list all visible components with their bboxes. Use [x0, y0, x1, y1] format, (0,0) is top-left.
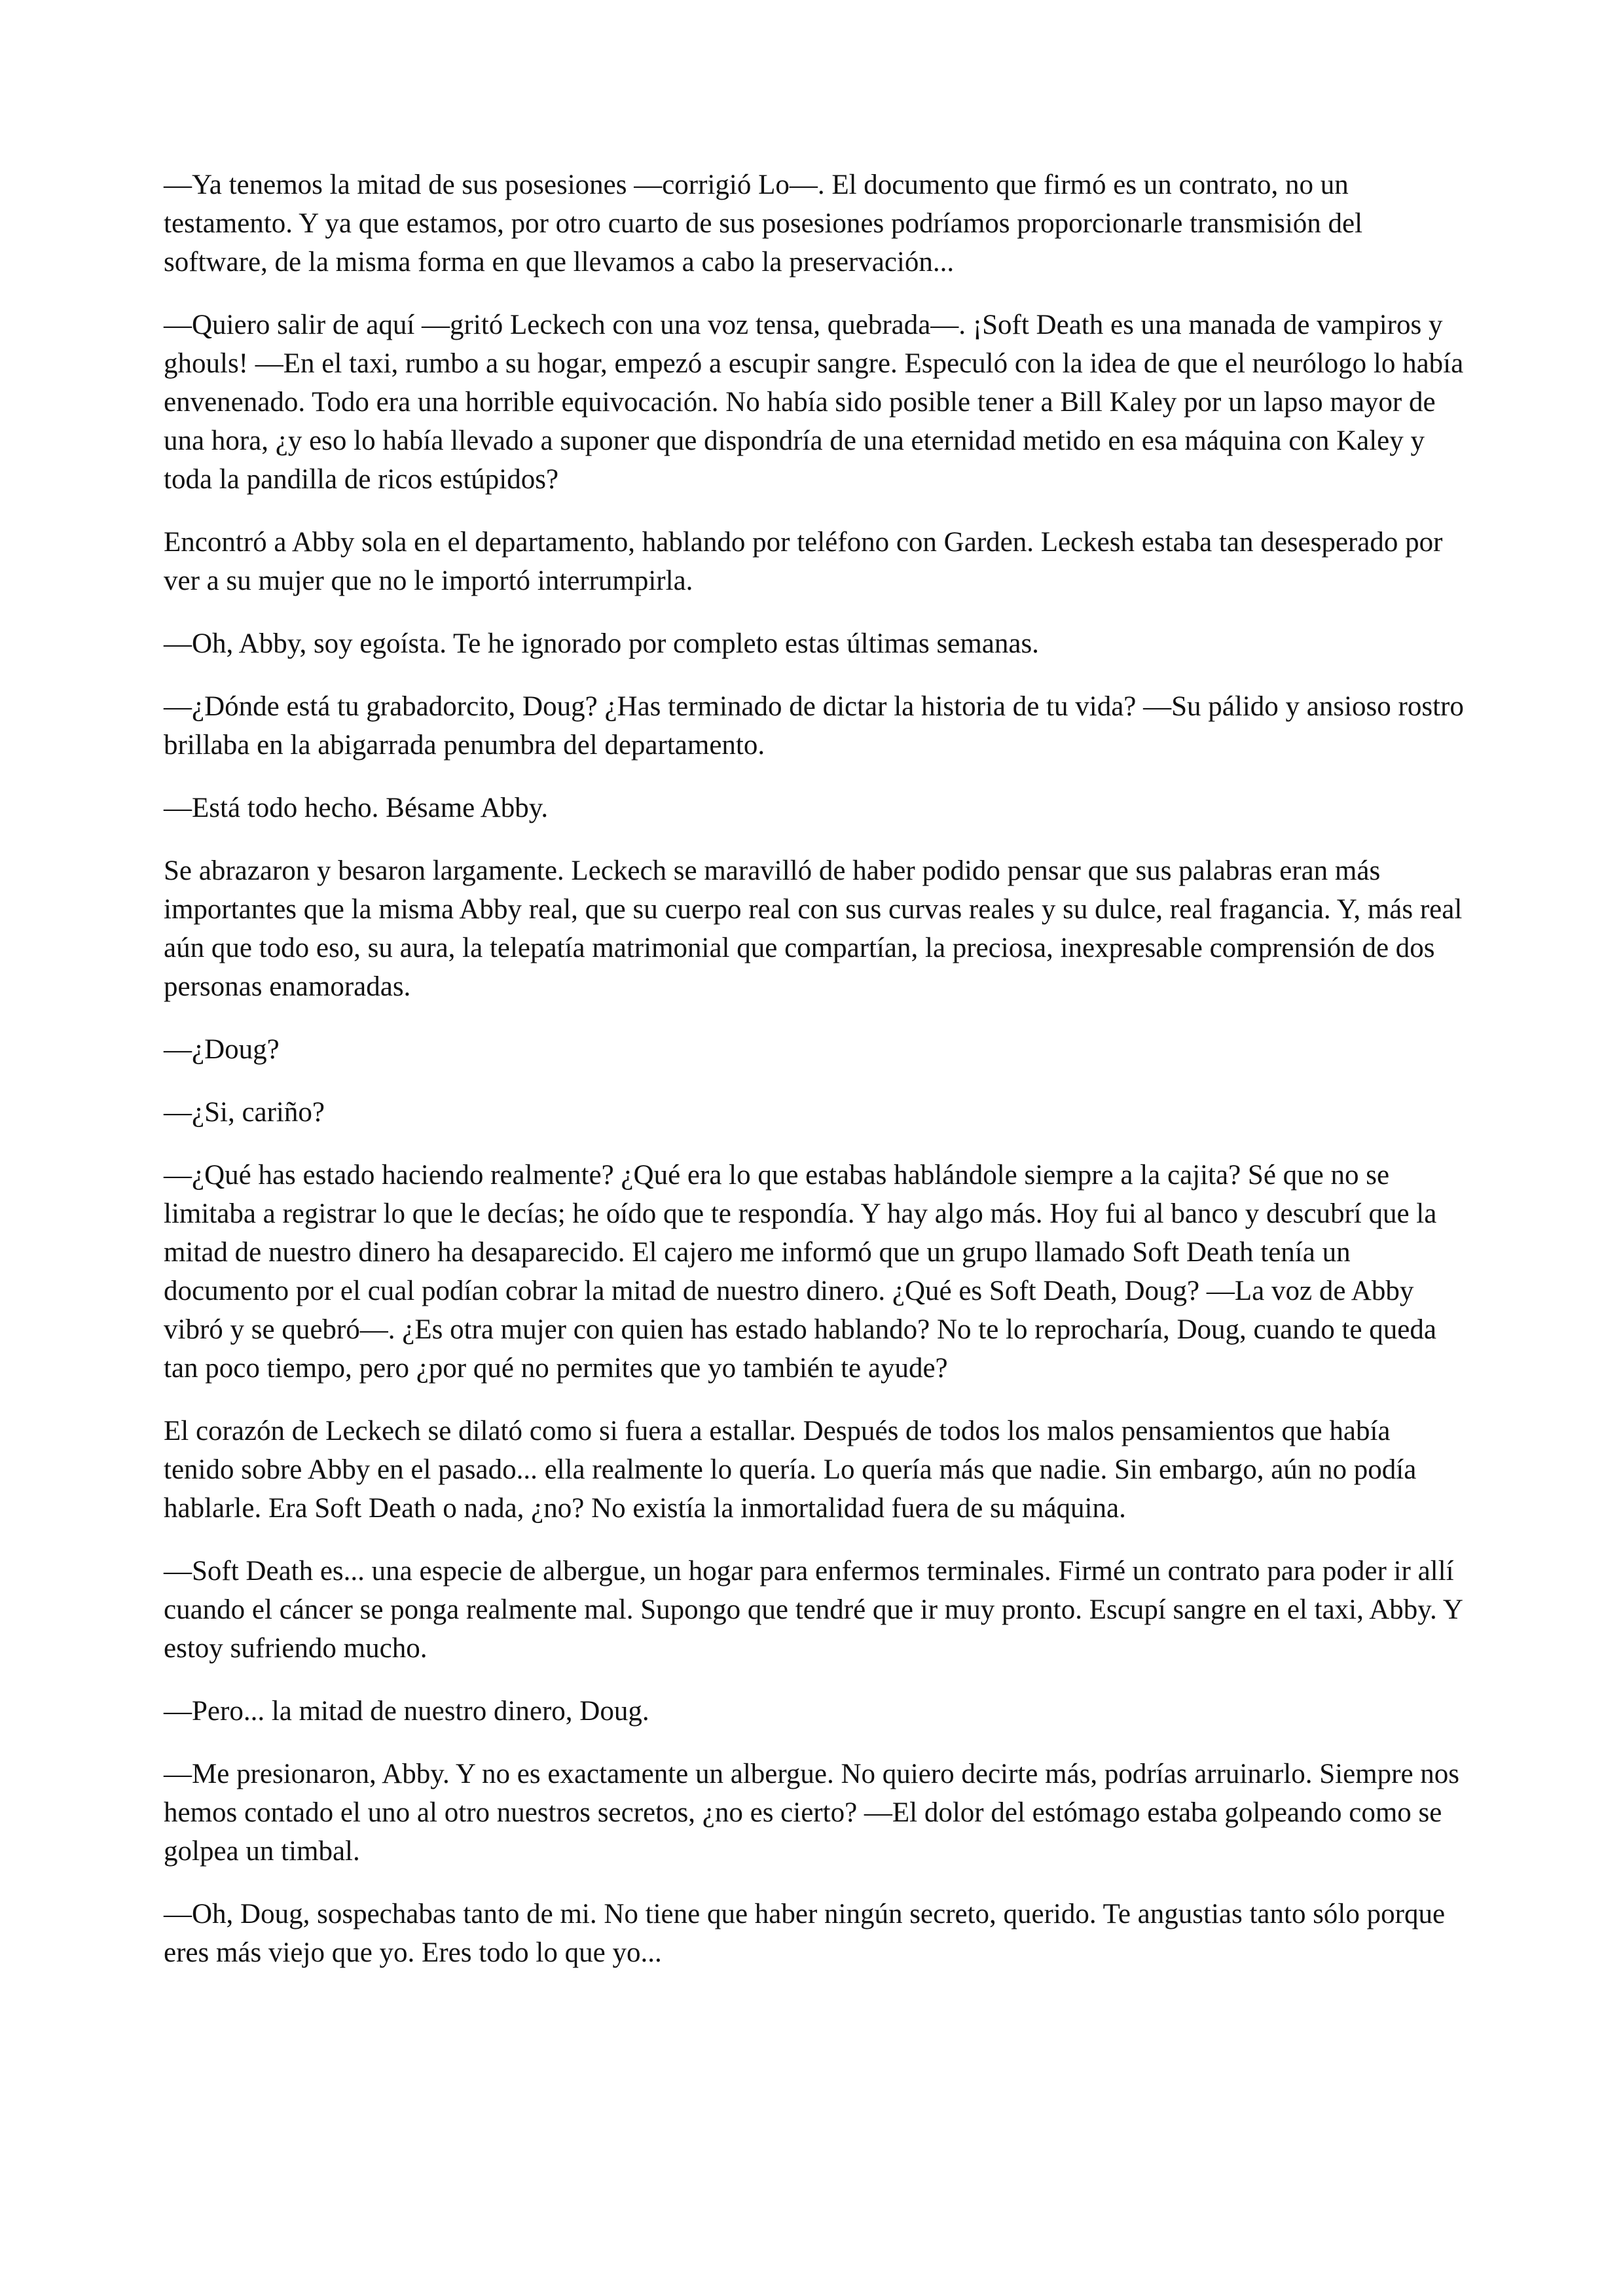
paragraph-8: —¿Doug?: [164, 1034, 280, 1065]
paragraph-6: —Está todo hecho. Bésame Abby.: [164, 793, 549, 823]
paragraph-9: —¿Si, cariño?: [164, 1097, 325, 1128]
paragraph-7: Se abrazaron y besaron largamente. Leckech se maravilló de haber podido pensar que sus palabras eran más importantes que la misma Abby real, que su cuerpo real con sus curvas reales y su dulce, real fragancia. Y, más real aún que todo eso, su aura, la telepatía matrimonial que compartían, la preciosa, inexpresable comprensión de dos personas enamoradas.: [164, 855, 1463, 1002]
paragraph-3: Encontró a Abby sola en el departamento, hablando por teléfono con Garden. Leckesh estaba tan desesperado por ver a su mujer que no le importó interrumpirla.: [164, 527, 1443, 596]
paragraph-4: —Oh, Abby, soy egoísta. Te he ignorado por completo estas últimas semanas.: [164, 628, 1039, 659]
paragraph-2: —Quiero salir de aquí —gritó Leckech con una voz tensa, quebrada—. ¡Soft Death es una manada de vampiros y ghouls! —En el taxi, rumbo a su hogar, empezó a escupir sangre. Especuló con la idea de que el neurólogo lo había envenenado. Todo era una horrible equivocación. No había sido posible tener a Bill Kaley por un lapso mayor de una hora, ¿y eso lo había llevado a suponer que dispondría de una eternidad metido en esa máquina con Kaley y toda la pandilla de ricos estúpidos?: [164, 310, 1464, 495]
paragraph-10: —¿Qué has estado haciendo realmente? ¿Qué era lo que estabas hablándole siempre a la cajita? Sé que no se limitaba a registrar lo que le decías; he oído que te respondía. Y hay algo más. Hoy fui al banco y descubrí que la mitad de nuestro dinero ha desaparecido. El cajero me informó que un grupo llamado Soft Death tenía un documento por el cual podían cobrar la mitad de nuestro dinero. ¿Qué es Soft Death, Doug? —La voz de Abby vibró y se quebró—. ¿Es otra mujer con quien has estado hablando? No te lo reprocharía, Doug, cuando te queda tan poco tiempo, pero ¿por qué no permites que yo también te ayude?: [164, 1160, 1437, 1384]
paragraph-11: El corazón de Leckech se dilató como si fuera a estallar. Después de todos los malos pensamientos que había tenido sobre Abby en el pasado... ella realmente lo quería. Lo quería más que nadie. Sin embargo, aún no podía hablarle. Era Soft Death o nada, ¿no? No existía la inmortalidad fuera de su máquina.: [164, 1416, 1417, 1524]
paragraph-15: —Oh, Doug, sospechabas tanto de mi. No tiene que haber ningún secreto, querido. Te angustias tanto sólo porque eres más viejo que yo. Eres todo lo que yo...: [164, 1899, 1446, 1968]
paragraph-13: —Pero... la mitad de nuestro dinero, Doug.: [164, 1696, 649, 1727]
paragraph-14: —Me presionaron, Abby. Y no es exactamente un albergue. No quiero decirte más, podrías arruinarlo. Siempre nos hemos contado el uno al otro nuestros secretos, ¿no es cierto? —El dolor del estómago estaba golpeando como se golpea un timbal.: [164, 1759, 1460, 1867]
paragraph-5: —¿Dónde está tu grabadorcito, Doug? ¿Has terminado de dictar la historia de tu vida? —Su pálido y ansioso rostro brillaba en la abigarrada penumbra del departamento.: [164, 691, 1464, 761]
document-page: [164, 166, 1467, 1996]
paragraph-12: —Soft Death es... una especie de albergue, un hogar para enfermos terminales. Firmé un contrato para poder ir allí cuando el cáncer se ponga realmente mal. Supongo que tendré que ir muy pronto. Escupí sangre en el taxi, Abby. Y estoy sufriendo mucho.: [164, 1556, 1463, 1664]
paragraph-1: —Ya tenemos la mitad de sus posesiones —corrigió Lo—. El documento que firmó es un contrato, no un testamento. Y ya que estamos, por otro cuarto de sus posesiones podríamos proporcionarle transmisión del software, de la misma forma en que llevamos a cabo la preservación...: [164, 170, 1363, 278]
